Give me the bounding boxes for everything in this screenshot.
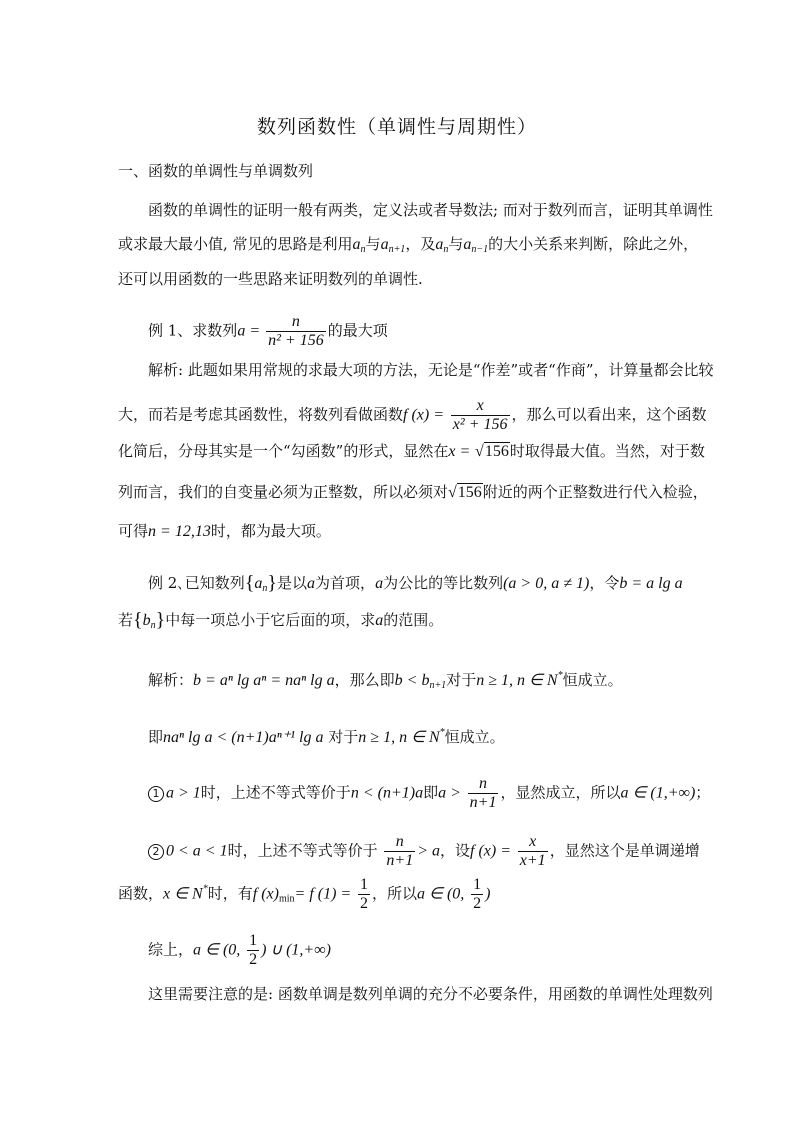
closing-note: 这里需要注意的是: 函数单调是数列单调的充分不必要条件，用函数的单调性处理数列 bbox=[148, 985, 713, 1003]
solution1-line2: 大，而若是考虑其函数性，将数列看做函数f (x) = $\frac{x}{\text{x² + 156}}$ ，那么可以看出来，这个函数 bbox=[118, 397, 707, 433]
para1-line3: 还可以用函数的一些思路来证明数列的单调性. bbox=[118, 270, 423, 288]
solution2-summary: 综上，a ∈ (0, $\frac{1}{2}$ ) ∪ (1,+∞) bbox=[148, 932, 331, 968]
solution1-fraction: $\frac{x}{\text{x² + 156}}$ bbox=[452, 397, 508, 433]
solution2-line1: 解析：b = aⁿ lg aⁿ = naⁿ lg a，那么即$b < b_{n+1}$对于n ≥ 1, n ∈ N*恒成立。 bbox=[148, 670, 623, 691]
solution2-line2: 即naⁿ lg a < (n+1)aⁿ⁺¹ lg a 对于n ≥ 1, n ∈ N*恒成立。 bbox=[148, 727, 505, 746]
solution2-case2: 2 0 < a < 1时，上述不等式等价于 $\frac{n}{n+1}$ > a，设f (x) = $\frac{x}{x+1}$ ，显然这个是单调递增 bbox=[148, 833, 700, 870]
half-fraction-range: $\frac{1}{2}$ bbox=[473, 876, 482, 912]
example2-line2: 若$\{b_n\}$中每一项总小于它后面的项，求a的范围。 bbox=[118, 609, 444, 631]
solution1-line4: 列而言，我们的自变量必须为正整数，所以必须对√156附近的两个正整数进行代入检验， bbox=[118, 483, 708, 501]
circled-number-1: 1 bbox=[148, 786, 164, 802]
para1-line1: 函数的单调性的证明一般有两类，定义法或者导数法; 而对于数列而言，证明其单调性 bbox=[148, 201, 713, 219]
section-heading: 一、函数的单调性与单调数列 bbox=[118, 162, 314, 180]
case2-fraction-x: $\frac{x}{x+1}$ bbox=[519, 833, 546, 869]
page-title: 数列函数性（单调性与周期性） bbox=[256, 116, 537, 138]
summary-fraction: $\frac{1}{2}$ bbox=[249, 932, 258, 968]
solution1-line5: 可得n = 12,13时，都为最大项。 bbox=[118, 522, 331, 540]
solution2-case2-line2: 函数，x ∈ N*时，有f $(x)_{min}= f$ (1) = $\frac{1}{2}$ ，所以a ∈ (0, $\frac{1}{2}$ ) bbox=[118, 876, 491, 912]
solution2-case1: 1 a > 1时，上述不等式等价于n < (n+1)a即a > $\frac{n}{n+1}$ ，显然成立，所以a ∈ (1,+∞)； bbox=[148, 775, 710, 812]
example2-line1: 例 2､已知数列$\{a_n\}$是以a为首项，a为公比的等比数列(a > 0, a ≠ 1)，令b = a lg a bbox=[148, 572, 683, 594]
case2-fraction-n: $\frac{n}{n+1}$ bbox=[386, 833, 414, 869]
case1-fraction: $\frac{n}{n+1}$ bbox=[469, 775, 497, 811]
example1: 例 1、求数列a = $\frac{n}{\text{n² + 156}}$ 的最大项 bbox=[148, 313, 388, 349]
circled-number-2: 2 bbox=[148, 844, 164, 860]
example1-fraction: $\frac{n}{\text{n² + 156}}$ bbox=[268, 313, 324, 349]
solution1-line3: 化简后，分母其实是一个“勾函数”的形式，显然在x = √156时取得最大值。当然，对于数 bbox=[118, 442, 705, 460]
solution1-line1: 解析: 此题如果用常规的求最大项的方法，无论是“作差”或者“作商”，计算量都会比较 bbox=[148, 361, 714, 379]
half-fraction: $\frac{1}{2}$ bbox=[360, 876, 368, 912]
para1-line2: 或求最大最小值, 常见的思路是利用$a_n$与$a_{n+1}$，及$a_n$与$a_{n-1}$的大小关系来判断，除此之外， bbox=[118, 235, 699, 255]
